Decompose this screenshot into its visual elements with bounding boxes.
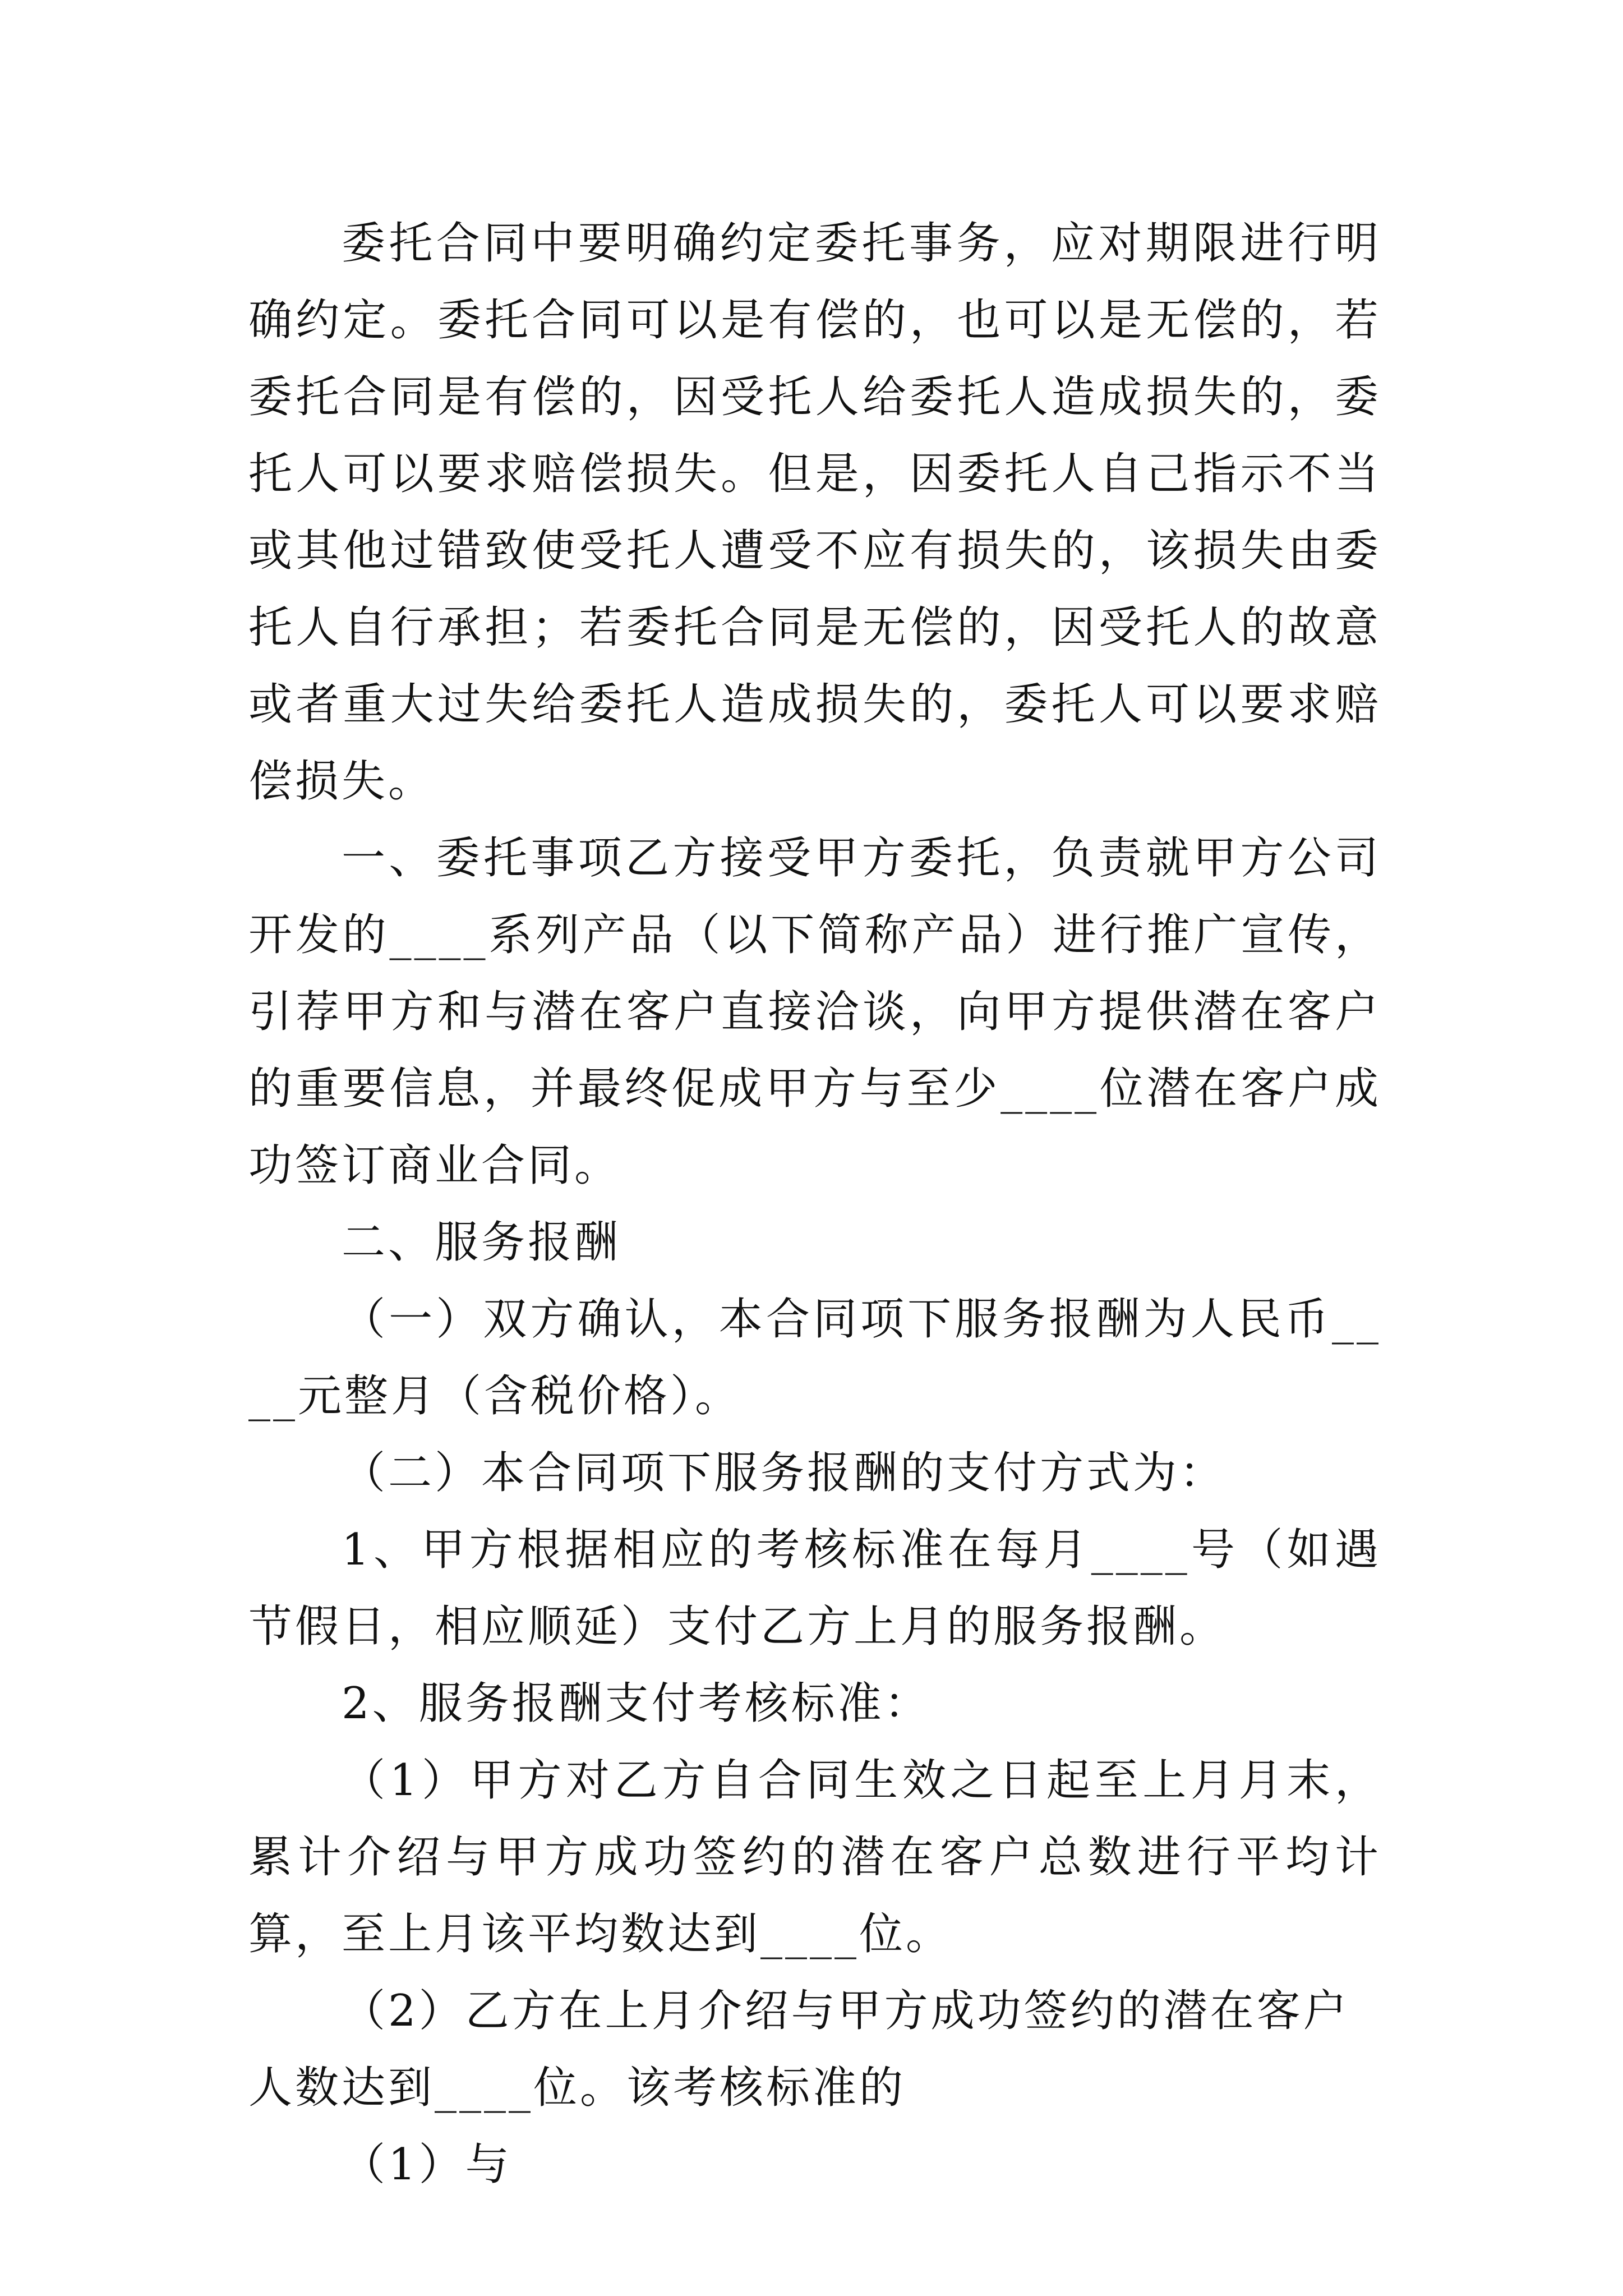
document-body (248, 205, 1381, 2203)
paragraph-section-1-entrusted-matters: 一、委托事项乙方接受甲方委托，负责就甲方公司开发的____系列产品（以下简称产品）进行推广宣传，引荐甲方和与潜在客户直接洽谈，向甲方提供潜在客户的重要信息，并最终促成甲方与至少____位潜在客户成功签订商业合同。 (248, 833, 1381, 1191)
paragraph-intro: 委托合同中要明确约定委托事务，应对期限进行明确约定。委托合同可以是有偿的，也可以是无偿的，若委托合同是有偿的，因受托人给委托人造成损失的，委托人可以要求赔偿损失。但是，因委托人自己指示不当或其他过错致使受托人遭受不应有损失的，该损失由委托人自行承担；若委托合同是无偿的，因受托人的故意或者重大过失给委托人造成损失的，委托人可以要求赔偿损失。 (248, 218, 1381, 807)
paragraph-section-2-heading: 二、服务报酬 (342, 1217, 621, 1268)
paragraph-standard-2: （2）乙方在上月介绍与甲方成功签约的潜在客户人数达到____位。该考核标准的 (248, 1986, 1350, 2113)
paragraph-remuneration-amount: （一）双方确认，本合同项下服务报酬为人民币____元整月（含税价格）。 (248, 1294, 1381, 1421)
paragraph-fragment: （1）与 (342, 2139, 512, 2190)
paragraph-standard-1: （1）甲方对乙方自合同生效之日起至上月月末，累计介绍与甲方成功签约的潜在客户总数进行平均计算，至上月该平均数达到____位。 (248, 1755, 1381, 1959)
paragraph-payment-date: 1、甲方根据相应的考核标准在每月____号（如遇节假日，相应顺延）支付乙方上月的服务报酬。 (248, 1525, 1381, 1652)
paragraph-assessment-standard: 2、服务报酬支付考核标准： (342, 1678, 931, 1729)
paragraph-payment-method: （二）本合同项下服务报酬的支付方式为： (342, 1448, 1227, 1498)
